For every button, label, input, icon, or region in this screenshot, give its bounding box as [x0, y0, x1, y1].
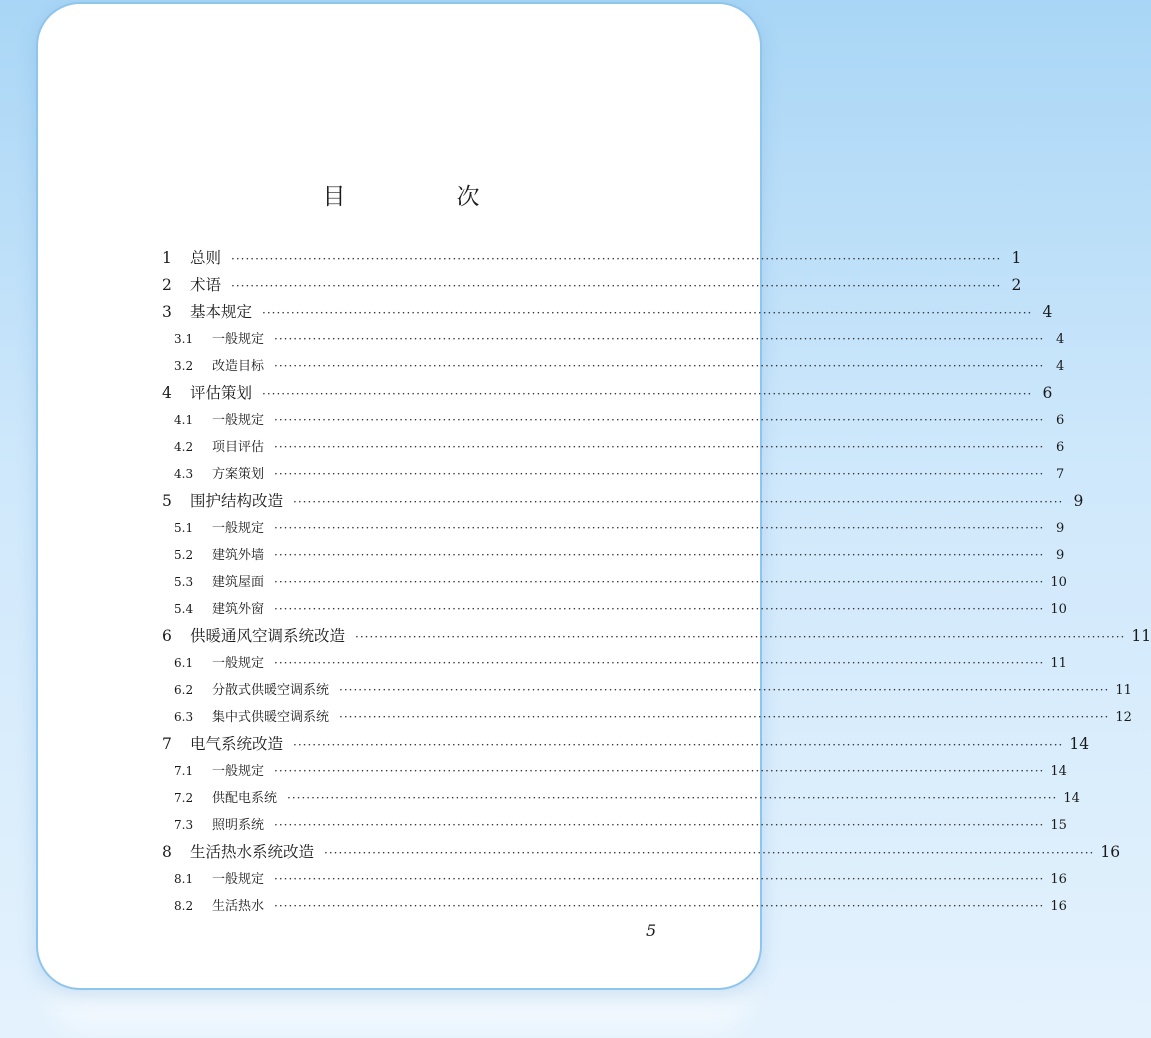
toc-entry-number: 4 [162, 384, 172, 402]
toc-entry [162, 704, 1132, 731]
toc-entry-page: 11 [1131, 627, 1151, 645]
toc-entry-number: 5.1 [174, 521, 194, 535]
toc-entry-label: 围护结构改造 [190, 492, 284, 510]
toc-entry-label: 一般规定 [212, 521, 265, 536]
toc-entry-number: 6 [162, 627, 172, 645]
toc-entry-number: 6.1 [174, 656, 194, 670]
toc-entry-page: 4 [1056, 359, 1065, 374]
toc-entry-page: 14 [1050, 764, 1067, 779]
toc-entry [162, 380, 1053, 407]
toc-entry-number: 5.2 [174, 548, 194, 562]
dot-leader: ································································································································································ [262, 306, 1033, 320]
toc-entry-number: 8.2 [174, 899, 194, 913]
dot-leader: ································································································································································ [274, 656, 1045, 670]
toc-entry-label: 分散式供暖空调系统 [212, 683, 330, 698]
toc-entry-page: 6 [1056, 440, 1065, 455]
dot-leader: ································································································································································ [274, 818, 1045, 832]
toc-entry-label: 评估策划 [190, 384, 253, 402]
toc-entry-label: 一般规定 [212, 764, 265, 779]
toc-entry-number: 8.1 [174, 872, 194, 886]
toc-entry-page: 11 [1115, 683, 1132, 698]
toc-entry [162, 731, 1090, 758]
dot-leader: ································································································································································ [339, 683, 1110, 697]
toc-entry-label: 总则 [190, 249, 222, 267]
toc-entry-number: 2 [162, 276, 172, 294]
toc-entry-page: 9 [1056, 521, 1065, 536]
toc-entry-number: 6.2 [174, 683, 194, 697]
dot-leader: ································································································································································ [262, 387, 1033, 401]
toc-entry [162, 542, 1065, 569]
toc-entry-number: 4.2 [174, 440, 194, 454]
dot-leader: ································································································································································ [274, 467, 1045, 481]
dot-leader: ································································································································································ [324, 846, 1095, 860]
toc-entry-page: 1 [1011, 249, 1022, 267]
toc-entry [162, 650, 1067, 677]
dot-leader: ································································································································································ [274, 548, 1045, 562]
toc-entry [162, 245, 1022, 272]
dot-leader: ································································································································································ [274, 440, 1045, 454]
toc-entry [162, 893, 1067, 920]
toc-entry [162, 785, 1080, 812]
toc-entry-label: 建筑外窗 [212, 602, 265, 617]
toc-entry-label: 改造目标 [212, 359, 265, 374]
toc-entry-label: 集中式供暖空调系统 [212, 710, 330, 725]
toc-entry-label: 供配电系统 [212, 791, 278, 806]
toc-entry [162, 866, 1067, 893]
table-of-contents [162, 245, 1151, 920]
toc-entry-page: 4 [1056, 332, 1065, 347]
toc-entry-label: 建筑外墙 [212, 548, 265, 563]
toc-entry-label: 生活热水 [212, 899, 265, 914]
toc-entry-label: 一般规定 [212, 413, 265, 428]
toc-entry-number: 8 [162, 843, 172, 861]
toc-entry-number: 5 [162, 492, 172, 510]
toc-entry-page: 9 [1073, 492, 1084, 510]
toc-entry [162, 839, 1121, 866]
dot-leader: ································································································································································ [274, 332, 1045, 346]
toc-entry [162, 812, 1067, 839]
dot-leader: ································································································································································ [231, 279, 1002, 293]
toc-entry-number: 3.1 [174, 332, 194, 346]
toc-entry-label: 术语 [190, 276, 222, 294]
toc-entry [162, 407, 1065, 434]
toc-entry [162, 272, 1022, 299]
dot-leader: ································································································································································ [274, 359, 1045, 373]
toc-entry-label: 建筑屋面 [212, 575, 265, 590]
toc-entry-number: 7.2 [174, 791, 194, 805]
toc-entry-number: 5.3 [174, 575, 194, 589]
toc-entry-number: 3.2 [174, 359, 194, 373]
toc-entry-label: 一般规定 [212, 332, 265, 347]
dot-leader: ································································································································································ [274, 899, 1045, 913]
toc-entry-page: 12 [1115, 710, 1132, 725]
dot-leader: ································································································································································ [274, 602, 1045, 616]
dot-leader: ································································································································································ [287, 791, 1058, 805]
toc-entry [162, 299, 1053, 326]
dot-leader: ································································································································································ [274, 521, 1045, 535]
toc-entry-number: 4.3 [174, 467, 194, 481]
dot-leader: ································································································································································ [339, 710, 1110, 724]
toc-entry-label: 生活热水系统改造 [190, 843, 315, 861]
toc-entry [162, 569, 1067, 596]
dot-leader: ································································································································································ [274, 872, 1045, 886]
toc-entry [162, 515, 1065, 542]
dot-leader: ································································································································································ [293, 495, 1064, 509]
toc-entry-page: 2 [1011, 276, 1022, 294]
toc-entry-label: 方案策划 [212, 467, 265, 482]
toc-entry-number: 7 [162, 735, 172, 753]
toc-entry [162, 353, 1065, 380]
toc-entry-label: 电气系统改造 [190, 735, 284, 753]
toc-entry-number: 1 [162, 249, 172, 267]
dot-leader: ································································································································································ [293, 738, 1064, 752]
toc-entry-page: 16 [1100, 843, 1121, 861]
toc-entry-page: 11 [1050, 656, 1067, 671]
toc-entry-number: 3 [162, 303, 172, 321]
toc-entry-page: 16 [1050, 899, 1067, 914]
toc-entry [162, 677, 1132, 704]
dot-leader: ································································································································································ [355, 630, 1126, 644]
toc-entry-label: 一般规定 [212, 872, 265, 887]
toc-entry-page: 14 [1069, 735, 1090, 753]
toc-entry-number: 5.4 [174, 602, 194, 616]
toc-entry-page: 6 [1056, 413, 1065, 428]
toc-entry-page: 10 [1050, 575, 1067, 590]
toc-entry [162, 758, 1067, 785]
toc-entry-page: 10 [1050, 602, 1067, 617]
toc-entry-label: 照明系统 [212, 818, 265, 833]
page-number: 5 [646, 921, 657, 940]
toc-entry [162, 326, 1065, 353]
toc-entry-number: 7.3 [174, 818, 194, 832]
toc-title: 目 次 [322, 184, 524, 210]
toc-entry [162, 596, 1067, 623]
dot-leader: ································································································································································ [274, 764, 1045, 778]
toc-entry-label: 项目评估 [212, 440, 265, 455]
toc-entry [162, 434, 1065, 461]
toc-entry [162, 461, 1065, 488]
toc-entry-number: 7.1 [174, 764, 194, 778]
toc-entry-number: 4.1 [174, 413, 194, 427]
toc-entry [162, 623, 1151, 650]
toc-entry-label: 一般规定 [212, 656, 265, 671]
dot-leader: ································································································································································ [274, 413, 1045, 427]
document-page [36, 2, 1151, 990]
toc-entry-page: 9 [1056, 548, 1065, 563]
toc-entry-label: 基本规定 [190, 303, 253, 321]
toc-entry-number: 6.3 [174, 710, 194, 724]
toc-entry-page: 4 [1042, 303, 1053, 321]
toc-entry-page: 14 [1063, 791, 1080, 806]
toc-entry-label: 供暖通风空调系统改造 [190, 627, 346, 645]
toc-entry-page: 16 [1050, 872, 1067, 887]
toc-entry [162, 488, 1084, 515]
dot-leader: ································································································································································ [231, 252, 1002, 266]
dot-leader: ································································································································································ [274, 575, 1045, 589]
toc-entry-page: 6 [1042, 384, 1053, 402]
toc-entry-page: 7 [1056, 467, 1065, 482]
toc-entry-page: 15 [1050, 818, 1067, 833]
